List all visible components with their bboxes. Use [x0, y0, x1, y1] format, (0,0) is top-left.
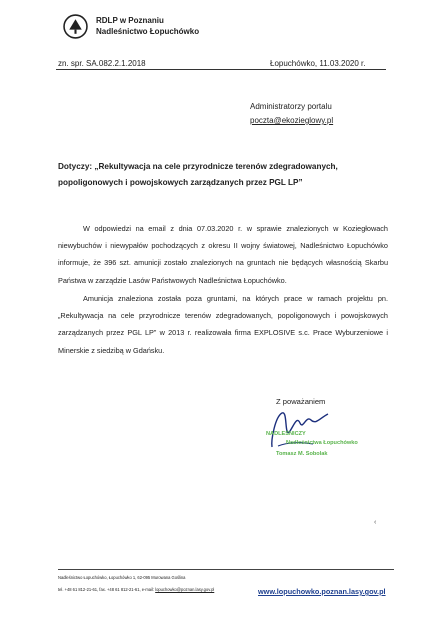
footer-divider — [58, 569, 394, 570]
footer-email-link[interactable]: lopuchowko@poznan.lasy.gov.pl — [155, 587, 215, 592]
stamp-line-3: Tomasz M. Sobolak — [276, 451, 328, 457]
body-paragraph-2: Amunicja znaleziona została poza gruntami, na których prace w ramach projektu pn. „Rekultywacja na cele przyrodnicze terenów zdegradowanych, popoligonowych i powojskowych zarządzanych przez PGL LP” w 2013 r. realizowała firma EXPLOSIVE s.c. Prace Wyburzeniowe i Minerskie z siedzibą w Gdańsku. — [58, 294, 388, 355]
signature-stamp — [262, 409, 358, 461]
footer-website-link[interactable]: www.lopuchowko.poznan.lasy.gov.pl — [258, 587, 386, 596]
footer-contact-prefix: tel. +48 61 812-21-61, fax. +48 61 812-21-61, e-mail: — [58, 587, 155, 592]
subject-line-2: popoligonowych i powojskowych zarządzanych przez PGL LP” — [58, 178, 303, 187]
org-name-line2: Nadleśnictwo Łopuchówko — [96, 27, 200, 36]
recipient-email[interactable]: poczta@ekozieglowy.pl — [250, 116, 334, 125]
recipient-name: Administratorzy portalu — [250, 102, 332, 111]
closing-text: Z poważaniem — [276, 397, 326, 406]
place-date: Łopuchówko, 11.03.2020 r. — [270, 59, 366, 68]
subject-line-1: Dotyczy: „Rekultywacja na cele przyrodnicze terenów zdegradowanych, — [58, 162, 338, 171]
stamp-line-2: Nadleśnictwa Łopuchówko — [286, 440, 358, 446]
lasy-panstwowe-logo — [63, 14, 88, 39]
reference-number: zn. spr. SA.082.2.1.2018 — [58, 59, 146, 68]
org-name-line1: RDLP w Poznaniu — [96, 16, 164, 25]
stamp-line-1: NADLEŚNICZY — [266, 431, 306, 437]
footer-contact — [58, 587, 214, 592]
header-divider — [56, 69, 386, 70]
body-paragraph-1: W odpowiedzi na email z dnia 07.03.2020 r. w sprawie znalezionych w Koziegłowach niewybuchów i niewypałów pochodzących z okresu II wojny światowej, Nadleśnictwo Łopuchówko informuje, że 396 szt. amunicji zostało znalezionych na gruntach nie będących własnością Skarbu Państwa w zarządzie Lasów Państwowych Nadleśnictwa Łopuchówko. — [58, 224, 388, 285]
footer-address: Nadleśnictwo Łopuchówko, Łopuchówko 1, 62-095 Murowana Goślina — [58, 575, 186, 580]
